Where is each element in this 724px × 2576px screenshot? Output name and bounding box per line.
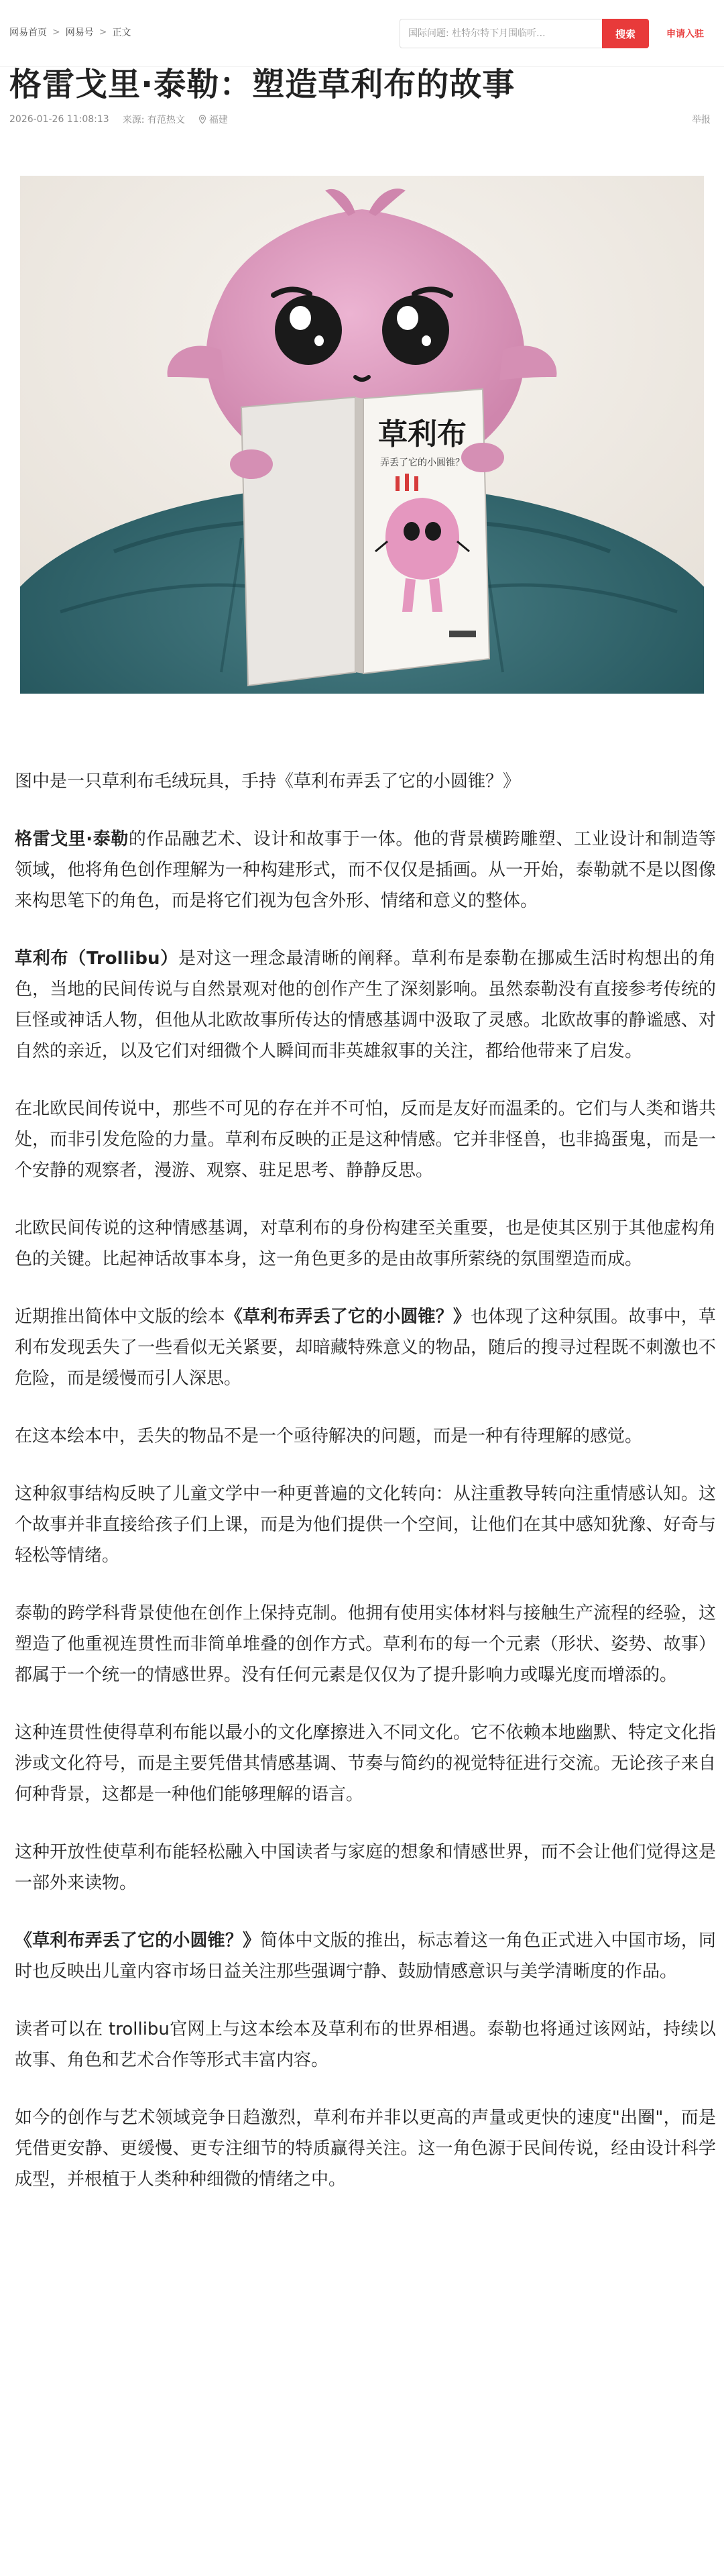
book-title-emphasis: 《草利布弄丢了它的小圆锥？》	[225, 1307, 471, 1327]
paragraph-text: 泰勒的跨学科背景使他在创作上保持克制。他拥有使用实体材料与接触生产流程的经验，这塑造了他重视连贯性而非简单堆叠的创作方式。草利布的每一个元素（形状、姿势、故事）都属于一个统一的情感世界。没有任何元素是仅仅为了提升影响力或曝光度而增添的。	[15, 1603, 716, 1685]
apply-join-link[interactable]: 申请入驻	[666, 29, 704, 40]
paragraph-text: 读者可以在 trollibu官网上与这本绘本及草利布的世界相遇。泰勒也将通过该网站，持续以故事、角色和艺术合作等形式丰富内容。	[15, 2019, 716, 2070]
paragraph-text: 这种开放性使草利布能轻松融入中国读者与家庭的想象和情感世界，而不会让他们觉得这是一部外来读物。	[15, 1842, 716, 1893]
book-cover-subtitle: 弄丢了它的小圆锥？	[380, 458, 465, 468]
report-link[interactable]: 举报	[692, 115, 711, 125]
paragraph-lead: 《草利布弄丢了它的小圆锥？》	[15, 1931, 261, 1951]
paragraph-text: 在这本绘本中，丢失的物品不是一个亟待解决的问题，而是一种有待理解的感觉。	[15, 1426, 643, 1446]
article-paragraph	[15, 2014, 716, 2076]
article-title: 格雷戈里·泰勒：塑造草利布的故事	[9, 66, 516, 103]
article-body	[15, 766, 716, 2222]
paragraph-lead: 格雷戈里·泰勒	[15, 829, 129, 849]
breadcrumb-separator: >	[99, 27, 107, 38]
plush-with-book-illustration	[20, 176, 704, 694]
article-paragraph	[15, 1837, 716, 1898]
paragraph-text: 简体中文版的推出，标志着这一角色正式进入中国市场，同时也反映出儿童内容市场日益关注那些强调宁静、鼓励情感意识与美学清晰度的作品。	[15, 1931, 716, 1982]
location-pin-icon	[198, 115, 206, 124]
paragraph-text: 这种叙事结构反映了儿童文学中一种更普遍的文化转向：从注重教导转向注重情感认知。这个故事并非直接给孩子们上课，而是为他们提供一个空间，让他们在其中感知犹豫、好奇与轻松等情绪。	[15, 1484, 716, 1566]
article-paragraph	[15, 824, 716, 916]
article-paragraph	[15, 1213, 716, 1275]
article-meta	[9, 113, 228, 126]
search-button[interactable]: 搜索	[602, 19, 649, 48]
paragraph-text: 这种连贯性使得草利布能以最小的文化摩擦进入不同文化。它不依赖本地幽默、特定文化指涉或文化符号，而是主要凭借其情感基调、节奏与简约的视觉特征进行交流。无论孩子来自何种背景，这都是一种他们能够理解的语言。	[15, 1723, 716, 1805]
paragraph-text: 如今的创作与艺术领域竞争日趋激烈，草利布并非以更高的声量或更快的速度"出圈"，而是凭借更安静、更缓慢、更专注细节的特质赢得关注。这一角色源于民间传说，经由设计科学成型，并根植于人类种种细微的情绪之中。	[15, 2108, 716, 2190]
paragraph-text: 北欧民间传说的这种情感基调，对草利布的身份构建至关重要，也是使其区别于其他虚构角色的关键。比起神话故事本身，这一角色更多的是由故事所萦绕的氛围塑造而成。	[15, 1218, 716, 1269]
paragraph-text: 近期推出简体中文版的绘本《草利布弄丢了它的小圆锥？》也体现了这种氛围。故事中，草利布发现丢失了一些看似无关紧要，却暗藏特殊意义的物品，随后的搜寻过程既不刺激也不危险，而是缓慢而引人深思。	[15, 1307, 716, 1389]
paragraph-text: 在北欧民间传说中，那些不可见的存在并不可怕，反而是友好而温柔的。它们与人类和谐共处，而非引发危险的力量。草利布反映的正是这种情感。它并非怪兽，也非捣蛋鬼，而是一个安静的观察者，漫游、观察、驻足思考、静静反思。	[15, 1099, 716, 1181]
article-paragraph	[15, 766, 716, 797]
article-paragraph	[15, 1598, 716, 1690]
breadcrumb	[9, 25, 131, 39]
top-bar	[0, 0, 724, 67]
breadcrumb-netease-account[interactable]: 网易号	[65, 28, 94, 38]
article-paragraph	[15, 1479, 716, 1571]
search-input[interactable]	[408, 28, 595, 39]
book-cover-title: 草利布	[378, 417, 467, 451]
breadcrumb-home[interactable]: 网易首页	[9, 28, 47, 38]
publish-datetime: 2026-01-26 11:08:13	[9, 114, 109, 125]
breadcrumb-current: 正文	[112, 28, 131, 38]
paragraph-text: 是对这一理念最清晰的阐释。草利布是泰勒在挪威生活时构想出的角色，当地的民间传说与自然景观对他的创作产生了深刻影响。虽然泰勒没有直接参考传统的巨怪或神话人物，但他从北欧故事所传达的情感基调中汲取了灵感。北欧故事的静谧感、对自然的亲近，以及它们对细微个人瞬间而非英雄叙事的关注，都给他带来了启发。	[15, 949, 716, 1061]
paragraph-text: 图中是一只草利布毛绒玩具，手持《草利布弄丢了它的小圆锥？》	[15, 771, 521, 792]
article-source[interactable]: 来源: 有范热文	[122, 115, 185, 125]
hero-image	[20, 176, 704, 694]
location-label: 福建	[208, 115, 228, 125]
breadcrumb-separator: >	[52, 27, 60, 38]
article-paragraph	[15, 1925, 716, 1987]
article-paragraph	[15, 943, 716, 1067]
paragraph-lead: 草利布（Trollibu）	[15, 949, 178, 969]
article-paragraph	[15, 2102, 716, 2195]
article-paragraph	[15, 1093, 716, 1186]
article-paragraph	[15, 1421, 716, 1452]
article-paragraph	[15, 1717, 716, 1810]
paragraph-text: 的作品融艺术、设计和故事于一体。他的背景横跨雕塑、工业设计和制造等领域，他将角色创作理解为一种构建形式，而不仅仅是插画。从一开始，泰勒就不是以图像来构思笔下的角色，而是将它们视为包含外形、情绪和意义的整体。	[15, 829, 716, 911]
location	[198, 113, 228, 126]
article-paragraph	[15, 1301, 716, 1394]
search-box	[400, 19, 603, 48]
